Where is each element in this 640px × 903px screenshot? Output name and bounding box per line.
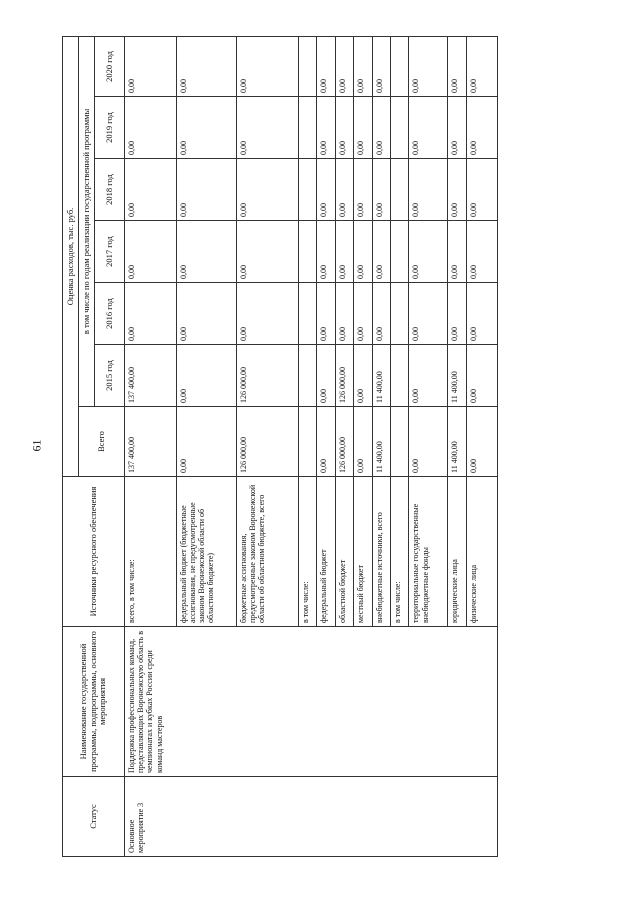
year-value-cell: 0,00 [448,221,466,283]
year-value-cell: 0,00 [354,283,372,345]
year-value-cell: 126 000,00 [335,345,353,407]
year-value-cell: 0,00 [176,97,236,159]
year-value-cell [298,283,316,345]
year-value-cell: 126 000,00 [236,345,298,407]
year-value-cell: 11 400,00 [448,345,466,407]
year-value-cell: 0,00 [125,97,177,159]
year-value-cell: 0,00 [409,97,448,159]
year-value-cell: 0,00 [335,36,353,96]
header-source: Источники ресурсного обеспечения [63,477,125,627]
source-cell: территориальные государственные внебюджетные фонды [409,477,448,627]
year-value-cell: 0,00 [409,221,448,283]
year-value-cell: 0,00 [409,36,448,96]
year-value-cell: 0,00 [448,97,466,159]
total-cell: 126 000,00 [335,407,353,477]
table-header [63,36,125,856]
source-cell: местный бюджет [354,477,372,627]
year-value-cell: 0,00 [317,97,335,159]
page-number: 61 [29,439,44,452]
year-value-cell: 0,00 [236,36,298,96]
program-name-cell: Поддержка профессиональных команд, представляющих Воронежскую область в чемпионатах и кубках России среди команд мастеров [125,627,498,777]
source-cell: областной бюджет [335,477,353,627]
year-value-cell: 0,00 [354,97,372,159]
year-value-cell: 0,00 [236,221,298,283]
table-body [125,36,498,856]
year-value-cell: 0,00 [354,36,372,96]
year-value-cell: 0,00 [372,97,390,159]
year-value-cell: 0,00 [409,345,448,407]
year-value-cell: 0,00 [125,283,177,345]
year-value-cell: 0,00 [372,283,390,345]
header-estimate: Оценка расходов, тыс. руб. [63,36,79,476]
year-value-cell [298,159,316,221]
header-status: Статус [63,777,125,857]
header-name: Наименование государственной программы, подпрограммы, основного мероприятия [63,627,125,777]
year-value-cell: 0,00 [176,159,236,221]
year-value-cell: 0,00 [176,283,236,345]
year-value-cell: 0,00 [125,221,177,283]
year-value-cell [298,221,316,283]
rotated-table-container [62,37,498,857]
total-cell: 0,00 [354,407,372,477]
year-value-cell [298,97,316,159]
year-value-cell: 0,00 [372,36,390,96]
year-value-cell: 0,00 [448,283,466,345]
year-value-cell: 0,00 [335,221,353,283]
year-value-cell: 0,00 [236,159,298,221]
source-cell: в том числе: [298,477,316,627]
year-value-cell: 0,00 [317,36,335,96]
year-value-cell: 0,00 [466,159,497,221]
year-value-cell: 11 400,00 [372,345,390,407]
year-value-cell: 0,00 [466,221,497,283]
year-value-cell: 0,00 [466,283,497,345]
year-value-cell: 0,00 [176,345,236,407]
year-value-cell: 0,00 [354,345,372,407]
year-value-cell: 0,00 [176,36,236,96]
year-value-cell: 0,00 [125,159,177,221]
year-value-cell [298,36,316,96]
total-cell [298,407,316,477]
year-value-cell: 0,00 [236,97,298,159]
year-value-cell: 0,00 [354,159,372,221]
year-value-cell: 0,00 [335,159,353,221]
status-cell: Основное мероприятие 3 [125,777,498,857]
total-cell: 0,00 [317,407,335,477]
total-cell: 11 400,00 [448,407,466,477]
year-value-cell: 0,00 [317,159,335,221]
total-cell: 0,00 [409,407,448,477]
source-cell: федеральный бюджет [317,477,335,627]
header-year: 2019 год [95,97,125,159]
year-value-cell: 0,00 [317,283,335,345]
source-cell: юридические лица [448,477,466,627]
total-cell [390,407,408,477]
source-cell: в том числе: [390,477,408,627]
year-value-cell: 0,00 [448,159,466,221]
year-value-cell [390,221,408,283]
year-value-cell: 0,00 [372,159,390,221]
header-year: 2015 год [95,345,125,407]
source-cell: внебюджетные источники, всего [372,477,390,627]
total-cell: 11 400,00 [372,407,390,477]
year-value-cell [390,283,408,345]
source-cell: всего, в том числе: [125,477,177,627]
header-year: 2020 год [95,36,125,96]
year-value-cell: 0,00 [335,97,353,159]
year-value-cell: 0,00 [466,36,497,96]
year-value-cell [390,36,408,96]
header-by-years: в том числе по годам реализации государственной программы [79,36,95,406]
year-value-cell [390,159,408,221]
rotated-table-wrapper [62,37,498,857]
year-value-cell [390,345,408,407]
year-value-cell: 0,00 [125,36,177,96]
total-cell: 137 400,00 [125,407,177,477]
total-cell: 0,00 [176,407,236,477]
year-value-cell: 137 400,00 [125,345,177,407]
year-value-cell [390,97,408,159]
year-value-cell: 0,00 [354,221,372,283]
source-cell: физические лица [466,477,497,627]
year-value-cell: 0,00 [335,283,353,345]
header-total: Всего [79,407,125,477]
year-value-cell: 0,00 [372,221,390,283]
header-year: 2016 год [95,283,125,345]
header-year: 2018 год [95,159,125,221]
total-cell: 126 000,00 [236,407,298,477]
year-value-cell: 0,00 [176,221,236,283]
year-value-cell [298,345,316,407]
year-value-cell: 0,00 [466,97,497,159]
total-cell: 0,00 [466,407,497,477]
year-value-cell: 0,00 [317,221,335,283]
header-year: 2017 год [95,221,125,283]
year-value-cell: 0,00 [466,345,497,407]
year-value-cell: 0,00 [448,36,466,96]
year-value-cell: 0,00 [317,345,335,407]
year-value-cell: 0,00 [409,159,448,221]
source-cell: федеральный бюджет (бюджетные ассигнования, не предусмотренные законом Воронежской области об областном бюджете) [176,477,236,627]
table-row [125,36,177,856]
source-cell: бюджетные ассигнования, предусмотренные законом Воронежской области об областном бюджете, всего [236,477,298,627]
budget-table [62,36,498,857]
year-value-cell: 0,00 [409,283,448,345]
year-value-cell: 0,00 [236,283,298,345]
